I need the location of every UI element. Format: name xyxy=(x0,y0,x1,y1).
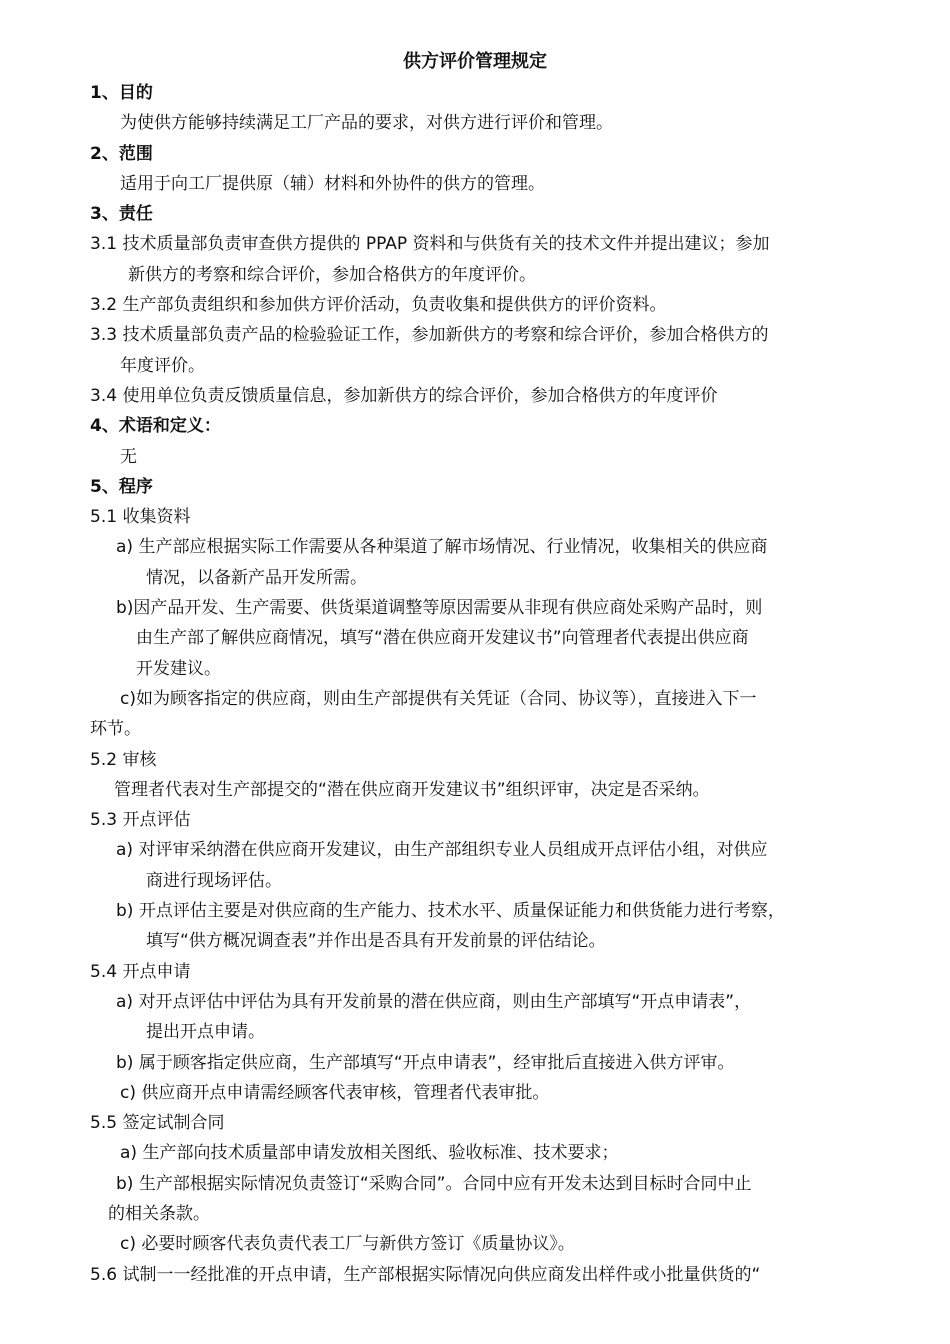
section-heading-scope: 2、范围 xyxy=(90,143,153,164)
list-item-continuation: 环节。 xyxy=(90,719,141,740)
clause-3-1: 3.1 技术质量部负责审查供方提供的 PPAP 资料和与供货有关的技术文件并提出建议；参加 xyxy=(90,234,770,255)
clause-continuation: 年度评价。 xyxy=(120,355,205,376)
list-item: c) 供应商开点申请需经顾客代表审核，管理者代表审批。 xyxy=(120,1082,550,1103)
list-item: b) 生产部根据实际情况负责签订“采购合同”。合同中应有开发未达到目标时合同中止 xyxy=(116,1173,752,1194)
clause-3-3: 3.3 技术质量部负责产品的检验验证工作，参加新供方的考察和综合评价，参加合格供方的 xyxy=(90,325,769,346)
list-item-continuation: 提出开点申请。 xyxy=(146,1022,265,1043)
list-item-continuation: 填写“供方概况调查表”并作出是否具有开发前景的评估结论。 xyxy=(146,931,606,952)
list-item-continuation: 开发建议。 xyxy=(136,658,221,679)
list-item: b)因产品开发、生产需要、供货渠道调整等原因需要从非现有供应商处采购产品时，则 xyxy=(116,598,763,619)
clause-continuation: 新供方的考察和综合评价，参加合格供方的年度评价。 xyxy=(128,264,536,285)
section-heading-responsibility: 3、责任 xyxy=(90,204,153,225)
list-item-continuation: 商进行现场评估。 xyxy=(146,870,282,891)
list-item-continuation: 的相关条款。 xyxy=(108,1203,210,1224)
document-title: 供方评价管理规定 xyxy=(403,51,547,72)
clause-3-2: 3.2 生产部负责组织和参加供方评价活动，负责收集和提供供方的评价资料。 xyxy=(90,295,667,316)
clause-5-1: 5.1 收集资料 xyxy=(90,507,191,528)
list-item: a) 生产部向技术质量部申请发放相关图纸、验收标准、技术要求； xyxy=(120,1143,619,1164)
section-heading-procedure: 5、程序 xyxy=(90,476,153,497)
section-heading-purpose: 1、目的 xyxy=(90,83,153,103)
list-item: b) 属于顾客指定供应商，生产部填写“开点申请表”，经审批后直接进入供方评审。 xyxy=(116,1052,735,1073)
list-item: b) 开点评估主要是对供应商的生产能力、技术水平、质量保证能力和供货能力进行考察， xyxy=(116,901,785,922)
list-item: a) 生产部应根据实际工作需要从各种渠道了解市场情况、行业情况，收集相关的供应商 xyxy=(116,537,768,558)
clause-5-3: 5.3 开点评估 xyxy=(90,810,191,831)
clause-5-5: 5.5 签定试制合同 xyxy=(90,1113,225,1134)
paragraph: 管理者代表对生产部提交的“潜在供应商开发建议书”组织评审，决定是否采纳。 xyxy=(114,779,710,800)
list-item: a) 对评审采纳潜在供应商开发建议，由生产部组织专业人员组成开点评估小组，对供应 xyxy=(116,840,768,861)
clause-5-6: 5.6 试制一一经批准的开点申请，生产部根据实际情况向供应商发出样件或小批量供货的“ xyxy=(90,1264,761,1285)
list-item-continuation: 情况，以备新产品开发所需。 xyxy=(146,567,367,588)
clause-5-2: 5.2 审核 xyxy=(90,749,157,770)
paragraph: 适用于向工厂提供原（辅）材料和外协件的供方的管理。 xyxy=(120,173,545,194)
paragraph: 为使供方能够持续满足工厂产品的要求，对供方进行评价和管理。 xyxy=(120,113,613,134)
paragraph: 无 xyxy=(120,446,137,467)
list-item: a) 对开点评估中评估为具有开发前景的潜在供应商，则由生产部填写“开点申请表”， xyxy=(116,991,752,1012)
clause-5-4: 5.4 开点申请 xyxy=(90,961,191,982)
list-item-continuation: 由生产部了解供应商情况，填写“潜在供应商开发建议书”向管理者代表提出供应商 xyxy=(136,628,749,649)
clause-3-4: 3.4 使用单位负责反馈质量信息，参加新供方的综合评价，参加合格供方的年度评价 xyxy=(90,385,718,406)
list-item: c)如为顾客指定的供应商，则由生产部提供有关凭证（合同、协议等），直接进入下一 xyxy=(120,688,757,709)
section-heading-terms: 4、术语和定义： xyxy=(90,416,221,437)
document-body xyxy=(90,78,870,1290)
list-item: c) 必要时顾客代表负责代表工厂与新供方签订《质量协议》。 xyxy=(120,1234,575,1255)
